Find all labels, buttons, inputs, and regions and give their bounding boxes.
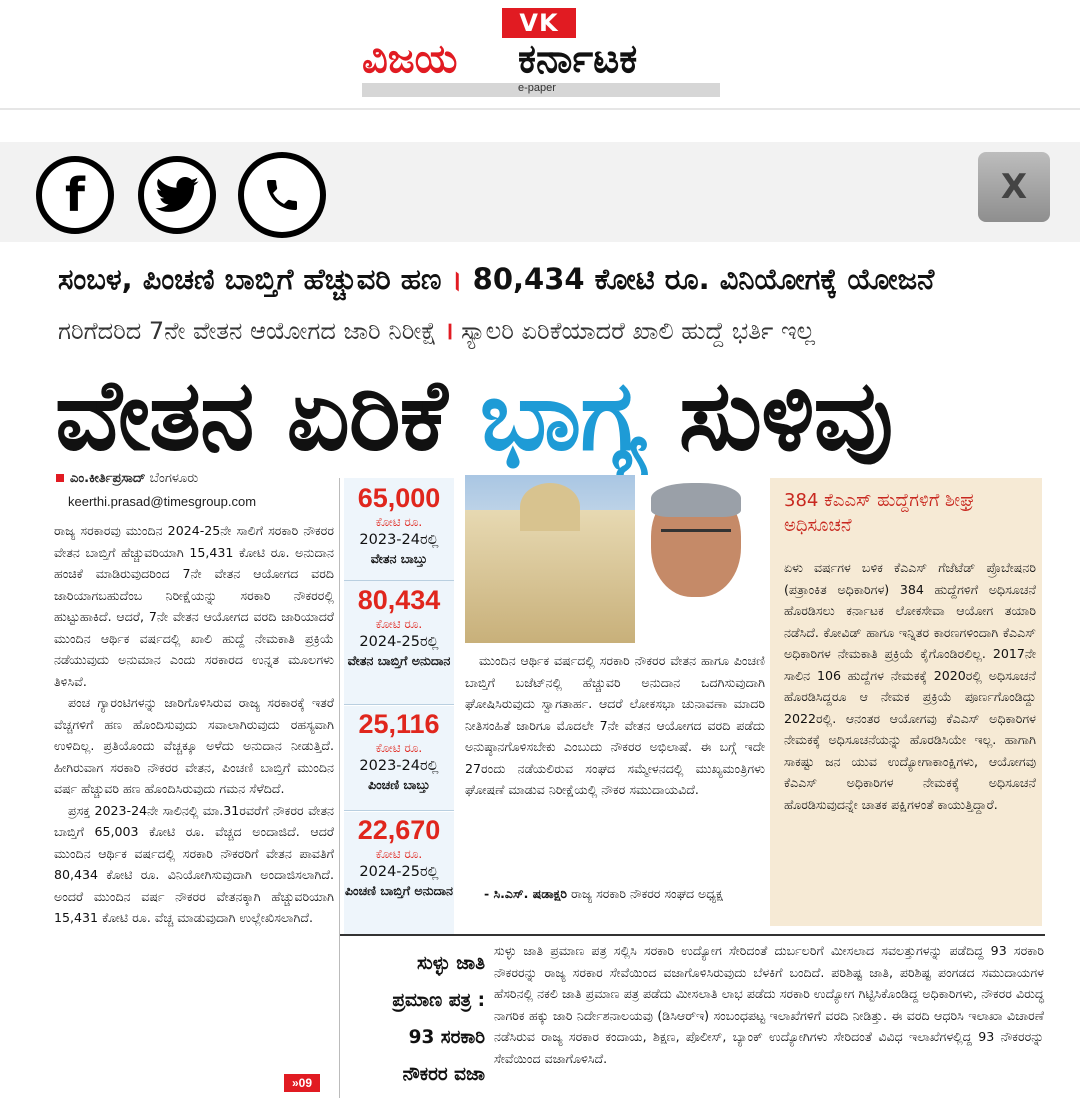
stat-unit: ಕೋಟಿ ರೂ. bbox=[375, 515, 423, 529]
paragraph: ಪ್ರಸಕ್ತ 2023-24ನೇ ಸಾಲಿನಲ್ಲಿ ಮಾ.31ರವರೆಗೆ ನೌಕರರ ವೇತನ ಬಾಬ್ತಿಗೆ 65,003 ಕೋಟಿ ರೂ. ವೆಚ್ಚದ ಅಂದಾಜಿದೆ. ಆದರೆ ಮುಂದಿನ ಆರ್ಥಿಕ ವರ್ಷದಲ್ಲಿ ಸರಕಾರಿ ನೌಕರರಿಗೆ ವೇತನ ಪಾವತಿಗೆ 80,434 ಕೋಟಿ ರೂ. ವಿನಿಯೋಗಿಸುವುದಾಗಿ ಅಂದಾಜಿಸಲಾಗಿದೆ. ಅಂದರೆ ಮುಂದಿನ ವರ್ಷ ನೌಕರರ ವೇತನಕ್ಕಾಗಿ ಹೆಚ್ಚುವರಿಯಾಗಿ 15,431 ಕೋಟಿ ರೂ. ವೆಚ್ಚ ಮಾಡುವುದಾಗಿ ಉಲ್ಲೇಖಿಸಲಾಗಿದೆ. bbox=[54, 802, 334, 925]
stat-box bbox=[344, 706, 454, 810]
kicker-2-part-b: ಸ್ಯಾಲರಿ ಏರಿಕೆಯಾದರೆ ಖಾಲಿ ಹುದ್ದೆ ಭರ್ತಿ ಇಲ್ಲ bbox=[461, 317, 815, 345]
logo-badge: VK bbox=[502, 8, 576, 38]
phone-icon bbox=[262, 175, 302, 215]
bottom-paragraph: ಸುಳ್ಳು ಜಾತಿ ಪ್ರಮಾಣ ಪತ್ರ ಸಲ್ಲಿಸಿ ಸರಕಾರಿ ಉದ್ಯೋಗ ಸೇರಿದಂತೆ ದುರ್ಬಲರಿಗೆ ಮೀಸಲಾದ ಸವಲತ್ತುಗಳನ್ನು ಪಡೆದಿದ್ದ 93 ಸರಕಾರಿ ನೌಕರರನ್ನು ರಾಜ್ಯ ಸರಕಾರ ಸೇವೆಯಿಂದ ವಜಾಗೊಳಿಸಿರುವುದು ಬೆಳಕಿಗೆ ಬಂದಿದೆ. ಪರಿಶಿಷ್ಟ ಜಾತಿ, ಪರಿಶಿಷ್ಟ ಪಂಗಡದ ಸಮುದಾಯಗಳ ಹೆಸರಿನಲ್ಲಿ ನಕಲಿ ಜಾತಿ ಪ್ರಮಾಣ ಪತ್ರ ಪಡೆದು ಮೀಸಲಾತಿ ಲಾಭ ಪಡೆದು ಸರಕಾರಿ ಉದ್ಯೋಗ ಗಿಟ್ಟಿಸಿಕೊಂಡಿದ್ದ ಅಧಿಕಾರಿಗಳು, ನೌಕರರ ವಿರುದ್ಧ ನಾಗರಿಕ ಹಕ್ಕು ಜಾರಿ ನಿರ್ದೇಶನಾಲಯವು (ಡಿಸಿಆರ್‌ಇ) ಸಂಬಂಧಪಟ್ಟ ಇಲಾಖೆಗಳಿಗೆ ವರದಿ ನೀಡಿತ್ತು. ಈ ವರದಿ ಆಧರಿಸಿ ಇಲಾಖಾ ವಿಚಾರಣೆ ನಡೆಸಿರುವ ರಾಜ್ಯ ಸರಕಾರ ಕಂದಾಯ, ಶಿಕ್ಷಣ, ಪೊಲೀಸ್, ಬ್ಯಾಂಕ್ ಉದ್ಯೋಗಿಗಳು ಸೇರಿದಂತೆ ವಿವಿಧ ಇಲಾಖೆಗಳಲ್ಲಿದ್ದ 93 ನೌಕರರನ್ನು ಸೇವೆಯಿಂದ ವಜಾಗೊಳಿಸಿದೆ. bbox=[494, 943, 1044, 1066]
headline bbox=[55, 360, 1045, 472]
byline-email: keerthi.prasad@timesgroup.com bbox=[68, 494, 257, 509]
stat-number: 80,434 bbox=[357, 585, 441, 615]
kicker-line-1 bbox=[58, 262, 1048, 297]
headline-part-a: ವೇತನ ಏರಿಕೆ bbox=[55, 359, 480, 473]
stat-divider bbox=[344, 580, 454, 581]
byline-place: ಬೆಂಗಳೂರು bbox=[149, 471, 199, 486]
sidebar-title: 384 ಕೆಎಎಸ್ ಹುದ್ದೆಗಳಿಗೆ ಶೀಘ್ರ ಅಧಿಸೂಚನೆ bbox=[784, 490, 975, 536]
article-left-column bbox=[54, 520, 334, 929]
logo-name-left: ವಿಜಯ bbox=[362, 36, 458, 82]
stat-year: 2023-24ರಲ್ಲಿ bbox=[359, 532, 439, 548]
stat-label: ವೇತನ ಬಾಬ್ತು bbox=[370, 551, 428, 566]
stat-unit: ಕೋಟಿ ರೂ. bbox=[375, 741, 423, 755]
stat-year: 2024-25ರಲ್ಲಿ bbox=[359, 864, 439, 880]
kicker-2-separator: । bbox=[444, 317, 454, 345]
paragraph: ರಾಜ್ಯ ಸರಕಾರವು ಮುಂದಿನ 2024-25ನೇ ಸಾಲಿಗೆ ಸರಕಾರಿ ನೌಕರರ ವೇತನ ಬಾಬ್ತಿಗೆ ಹೆಚ್ಚುವರಿಯಾಗಿ 15,431 ಕೋಟಿ ರೂ. ಅನುದಾನ ಹಂಚಿಕೆ ಮಾಡಿರುವುದರಿಂದ 7ನೇ ವೇತನ ಆಯೋಗದ ವರದಿ ಜಾರಿಯಾಗಬಹುದೆಂಬ ನಿರೀಕ್ಷೆಯನ್ನು ಸರಕಾರಿ ನೌಕರರಲ್ಲಿ ಹುಟ್ಟುಹಾಕಿದೆ. ಆದರೆ, 7ನೇ ವೇತನ ಆಯೋಗದ ವರದಿ ಜಾರಿಯಾದರೆ ಮುಂದಿನ ಆರ್ಥಿಕ ವರ್ಷದಲ್ಲಿ ಖಾಲಿ ಹುದ್ದೆ ನೇಮಕಾತಿ ಪ್ರಕ್ರಿಯೆ ನಡೆಯುವುದು ಅನುಮಾನ ಎಂದು ಸರಕಾರದ ಉನ್ನತ ಮೂಲಗಳು ತಿಳಿಸಿವೆ. bbox=[54, 523, 334, 689]
quote-paragraph: ಮುಂದಿನ ಆರ್ಥಿಕ ವರ್ಷದಲ್ಲಿ ಸರಕಾರಿ ನೌಕರರ ವೇತನ ಹಾಗೂ ಪಿಂಚಣಿ ಬಾಬ್ತಿಗೆ ಬಜೆಟ್‌ನಲ್ಲಿ ಹೆಚ್ಚುವರಿ ಅನುದಾನ ಒದಗಿಸುವುದಾಗಿ ಘೋಷಿಸಿರುವುದು ಸ್ವಾಗತಾರ್ಹ. ಆದರೆ ಲೋಕಸಭಾ ಚುನಾವಣಾ ಮಾದರಿ ನೀತಿಸಂಹಿತೆ ಜಾರಿಗೂ ಮೊದಲೇ 7ನೇ ವೇತನ ಆಯೋಗದ ವರದಿ ಪಡೆದು ಅನುಷ್ಠಾನಗೊಳಿಸಬೇಕು ಎಂಬುದು ನೌಕರರ ಅಭಿಲಾಷೆ. ಈ ಬಗ್ಗೆ ಇದೇ 27ರಂದು ನಡೆಯಲಿರುವ ಸಂಘದ ಸಮ್ಮೇಳನದಲ್ಲಿ ಮುಖ್ಯಮಂತ್ರಿಗಳು ಘೋಷಣೆ ಮಾಡುವ ನಿರೀಕ್ಷೆಯಲ್ಲಿ ನೌಕರ ಸಮುದಾಯವಿದೆ. bbox=[465, 653, 765, 797]
logo-subtitle: e-paper bbox=[518, 82, 556, 94]
header-divider bbox=[0, 108, 1080, 110]
article-photo bbox=[465, 475, 758, 643]
whatsapp-icon[interactable] bbox=[238, 152, 326, 238]
quote-attribution bbox=[484, 884, 769, 904]
stat-unit: ಕೋಟಿ ರೂ. bbox=[375, 617, 423, 631]
sidebar-body bbox=[784, 557, 1036, 815]
quote-text bbox=[465, 650, 765, 801]
bottom-headline-line: ಸುಳ್ಳು ಜಾತಿ bbox=[416, 953, 485, 974]
twitter-icon[interactable] bbox=[138, 156, 216, 234]
twitter-bird-icon bbox=[155, 177, 199, 213]
byline-marker bbox=[56, 474, 64, 482]
stat-box bbox=[344, 812, 454, 934]
bottom-headline-line: 93 ಸರಕಾರಿ bbox=[408, 1027, 485, 1048]
stat-label: ವೇತನ ಬಾಬ್ತಿಗೆ ಅನುದಾನ bbox=[347, 653, 451, 668]
bottom-headline-line: ಪ್ರಮಾಣ ಪತ್ರ : bbox=[392, 990, 485, 1011]
headline-part-c: ಸುಳಿವು bbox=[645, 359, 893, 473]
bottom-story-body bbox=[494, 940, 1044, 1069]
stat-number: 25,116 bbox=[358, 709, 440, 739]
bottom-story-headline bbox=[340, 945, 485, 1093]
kicker-2-part-a: ಗರಿಗೆದರಿದ 7ನೇ ವೇತನ ಆಯೋಗದ ಜಾರಿ ನಿರೀಕ್ಷೆ bbox=[58, 317, 437, 345]
stat-number: 22,670 bbox=[357, 815, 441, 845]
stat-divider bbox=[344, 810, 454, 811]
byline bbox=[56, 471, 198, 486]
stat-year: 2023-24ರಲ್ಲಿ bbox=[359, 758, 439, 774]
facebook-icon[interactable] bbox=[36, 156, 114, 234]
byline-name: ಎಂ.ಕೀರ್ತಿಪ್ರಸಾದ್ bbox=[70, 471, 146, 486]
kicker-line-2 bbox=[58, 314, 1048, 347]
facebook-glyph: f bbox=[64, 168, 85, 222]
stat-box bbox=[344, 478, 454, 595]
page-reference[interactable]: »09 bbox=[284, 1074, 320, 1092]
logo-name-right: ಕರ್ನಾಟಕ bbox=[518, 36, 638, 82]
stat-unit: ಕೋಟಿ ರೂ. bbox=[375, 847, 423, 861]
kicker-1-part-b: 80,434 ಕೋಟಿ ರೂ. ವಿನಿಯೋಗಕ್ಕೆ ಯೋಜನೆ bbox=[472, 262, 935, 296]
photo-person-hair bbox=[651, 483, 741, 517]
stat-divider bbox=[344, 704, 454, 705]
headline-highlight: ಭಾಗ್ಯ bbox=[479, 359, 646, 473]
photo-person-glasses bbox=[661, 529, 731, 541]
stat-box bbox=[344, 582, 454, 704]
sidebar-paragraph: ಏಳು ವರ್ಷಗಳ ಬಳಿಕ ಕೆಎಎಸ್ ಗೆಜೆಟೆಡ್ ಪ್ರೊಬೇಷನರಿ (ಪತ್ರಾಂಕಿತ ಅಧಿಕಾರಿಗಳ) 384 ಹುದ್ದೆಗಳಿಗೆ ಅಧಿಸೂಚನೆ ಹೊರಡಿಸಲು ಕರ್ನಾಟಕ ಲೋಕಸೇವಾ ಆಯೋಗ ತಯಾರಿ ನಡೆಸಿದೆ. ಕೋವಿಡ್ ಹಾಗೂ ಇನ್ನಿತರ ಕಾರಣಗಳಿಂದಾಗಿ ಕೆಎಎಸ್ ಅಧಿಕಾರಿಗಳ ನೇಮಕಾತಿ ಪ್ರಕ್ರಿಯೆ ಕೈಗೊಂಡಿರಲಿಲ್ಲ. 2017ನೇ ಸಾಲಿನ 106 ಹುದ್ದೆಗಳ ನೇಮಕಕ್ಕೆ 2020ರಲ್ಲಿ ಅಧಿಸೂಚನೆ ಹೊರಡಿಸಿದ್ದರೂ ಆ ನೇಮಕ ಪ್ರಕ್ರಿಯೆ ಪೂರ್ಣಗೊಂಡಿದ್ದು 2022ರಲ್ಲಿ. ಆನಂತರ ಆಯೋಗವು ಕೆಎಎಸ್ ಅಧಿಕಾರಿಗಳ ನೇಮಕಕ್ಕೆ ಅಧಿಸೂಚನೆಯನ್ನು ಹೊರಡಿಸಿಯೇ ಇಲ್ಲ. ಹಾಗಾಗಿ ಸಾಕಷ್ಟು ಜನ ಯುವ ಉದ್ಯೋಗಾಕಾಂಕ್ಷಿಗಳು, ಆಯೋಗವು ಕೆಎಎಸ್ ಅಧಿಕಾರಿಗಳ ನೇಮಕಕ್ಕೆ ಅಧಿಸೂಚನೆ ಹೊರಡಿಸುವುದನ್ನೇ ಚಾತಕ ಪಕ್ಷಿಗಳಂತೆ ಕಾಯುತ್ತಿದ್ದಾರೆ. bbox=[784, 560, 1036, 812]
stat-label: ಪಿಂಚಣಿ ಬಾಬ್ತಿಗೆ ಅನುದಾನ bbox=[345, 883, 453, 898]
bottom-story-rule bbox=[340, 934, 1045, 936]
stat-year: 2024-25ರಲ್ಲಿ bbox=[359, 634, 439, 650]
kicker-1-part-a: ಸಂಬಳ, ಪಿಂಚಣಿ ಬಾಬ್ತಿಗೆ ಹೆಚ್ಚುವರಿ ಹಣ bbox=[58, 262, 442, 296]
kicker-1-separator: । bbox=[451, 262, 463, 296]
stat-number: 65,000 bbox=[357, 483, 441, 513]
photo-dome bbox=[520, 483, 580, 531]
close-icon: X bbox=[1000, 167, 1028, 207]
paragraph: ಪಂಚ ಗ್ಯಾರಂಟಿಗಳನ್ನು ಜಾರಿಗೊಳಿಸಿರುವ ರಾಜ್ಯ ಸರಕಾರಕ್ಕೆ ಇತರೆ ವೆಚ್ಚಗಳಿಗೆ ಹಣ ಹೊಂದಿಸುವುದು ಸವಾಲಾಗಿರುವುದು ರಹಸ್ಯವಾಗಿ ಉಳಿದಿಲ್ಲ. ಪ್ರತಿಯೊಂದು ವೆಚ್ಚಕ್ಕೂ ಅಳೆದು ಅನುದಾನ ನೀಡುತ್ತಿದೆ. ಹೀಗಿರುವಾಗ ಸರಕಾರಿ ನೌಕರರ ವೇತನ, ಪಿಂಚಣಿ ಬಾಬ್ತಿಗೆ ಮುಂದಿನ ವರ್ಷ ಹೆಚ್ಚುವರಿ ಹಣ ಹೊಂದಿಸಿರುವುದು ಗಮನ ಸೆಳೆದಿದೆ. bbox=[54, 695, 334, 796]
quote-author-role: ರಾಜ್ಯ ಸರಕಾರಿ ನೌಕರರ ಸಂಘದ ಅಧ್ಯಕ್ಷ bbox=[570, 886, 723, 901]
close-button[interactable] bbox=[978, 152, 1050, 222]
bottom-headline-line: ನೌಕರರ ವಜಾ bbox=[402, 1064, 485, 1085]
quote-author: - ಸಿ.ಎಸ್. ಷಡಾಕ್ಷರಿ bbox=[484, 886, 567, 901]
stat-label: ಪಿಂಚಣಿ ಬಾಬ್ತು bbox=[368, 777, 430, 792]
